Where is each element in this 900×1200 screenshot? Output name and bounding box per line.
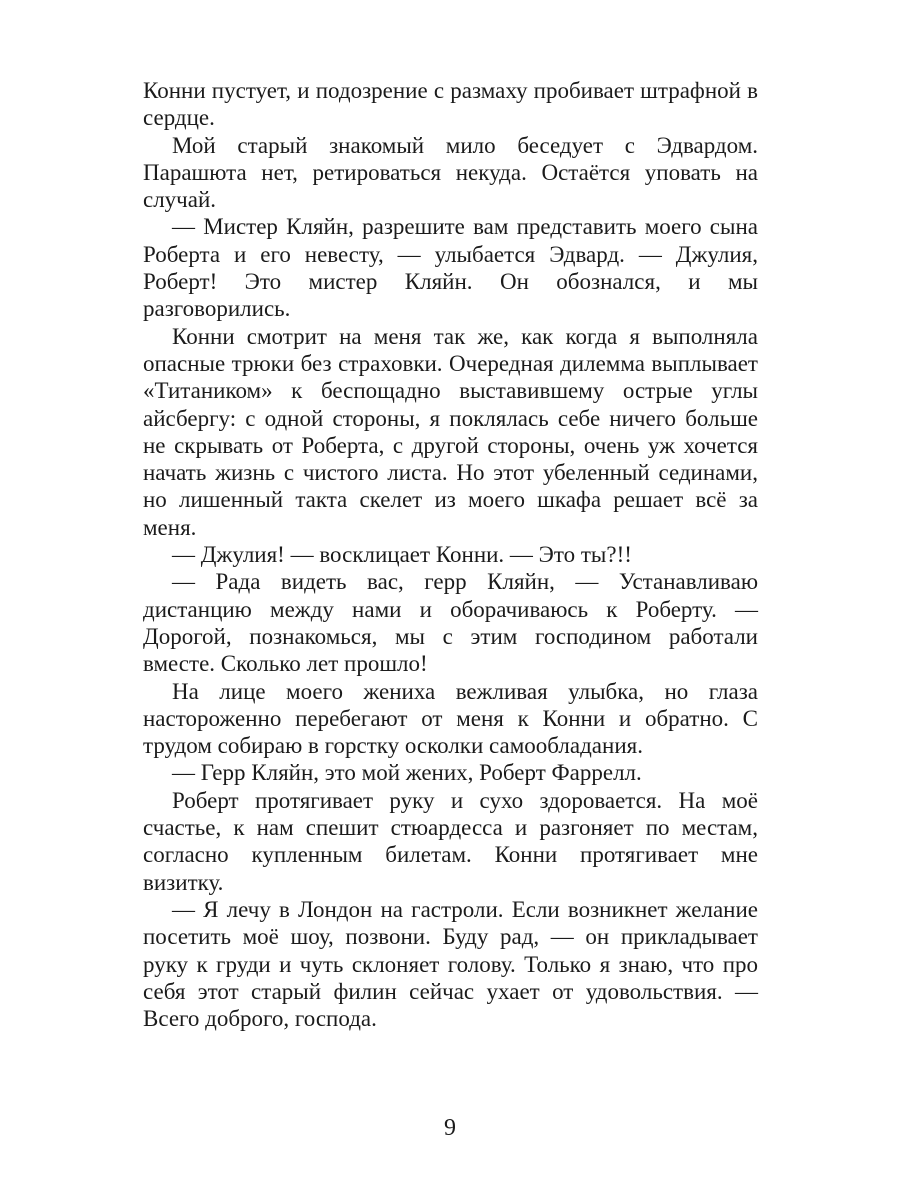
paragraph-2: Мой старый знакомый мило беседует с Эдвардом. Парашюта нет, ретироваться некуда. Остаётся уповать на случай. <box>143 132 758 213</box>
paragraph-3: — Мистер Кляйн, разрешите вам представить моего сына Роберта и его невесту, — улыбается Эдвард. — Джулия, Роберт! Это мистер Кляйн. Он обознался, и мы разговорились. <box>143 214 758 322</box>
paragraph-8: — Герр Кляйн, это мой жених, Роберт Фаррелл. <box>172 760 642 786</box>
paragraph-1: Конни пустует, и подозрение с размаху пробивает штрафной в сердце. <box>143 78 758 131</box>
paragraph-4: Конни смотрит на меня так же, как когда я выполняла опасные трюки без страховки. Очередная дилемма выплывает «Титаником» к беспощадно выставившему острые углы айсбергу: с одной стороны, я поклялась себе ничего больше не скрывать от Роберта, с другой стороны, очень уж хочется начать жизнь с чистого листа. Но этот убеленный сединами, но лишенный такта скелет из моего шкафа решает всё за меня. <box>143 323 758 540</box>
page-number: 9 <box>444 1115 456 1141</box>
body-text <box>143 77 758 1032</box>
paragraph-10: — Я лечу в Лондон на гастроли. Если возникнет желание посетить моё шоу, позвони. Буду рад, — он прикладывает руку к груди и чуть склоняет голову. Только я знаю, что про себя этот старый филин сейчас ухает от удовольствия. — Всего доброго, господа. <box>143 896 758 1032</box>
paragraph-9: Роберт протягивает руку и сухо здоровается. На моё счастье, к нам спешит стюардесса и разгоняет по местам, согласно купленным билетам. Конни протягивает мне визитку. <box>143 787 758 895</box>
paragraph-7: На лице моего жениха вежливая улыбка, но глаза настороженно перебегают от меня к Конни и обратно. С трудом собираю в горстку осколки самообладания. <box>143 678 758 759</box>
paragraph-5: — Джулия! — восклицает Конни. — Это ты?!! <box>172 542 632 568</box>
paragraph-6: — Рада видеть вас, герр Кляйн, — Устанавливаю дистанцию между нами и оборачиваюсь к Роберту. — Дорогой, познакомься, мы с этим господином работали вместе. Сколько лет прошло! <box>143 569 758 677</box>
